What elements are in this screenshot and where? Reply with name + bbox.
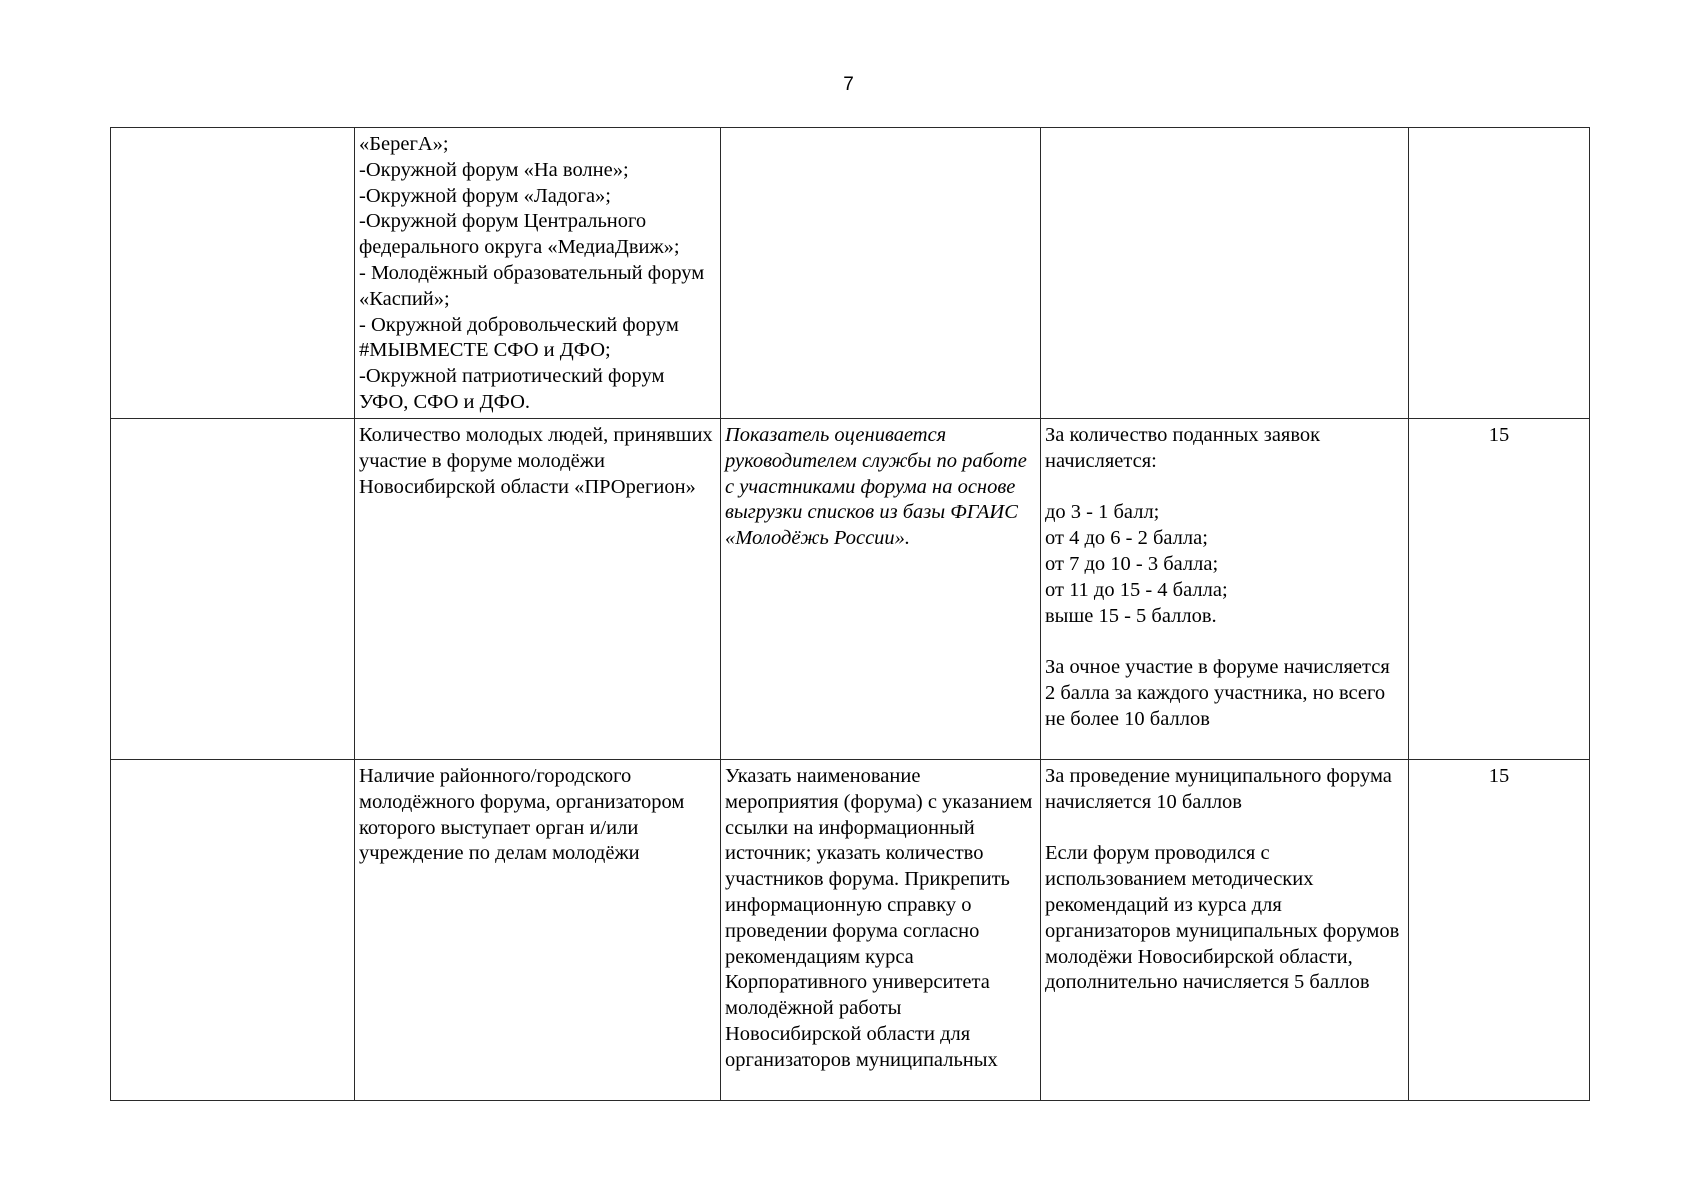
method-cell: Показатель оценивается руководителем службы по работе с участниками форума на основе выгрузки списков из базы ФГАИС «Молодёжь России».: [721, 419, 1041, 760]
table-row: [111, 760, 1590, 1101]
max-score-cell: 15: [1409, 419, 1590, 760]
table-cell: [111, 128, 355, 419]
scoring-cell: За количество поданных заявок начисляется: до 3 - 1 балл; от 4 до 6 - 2 балла; от 7 до 10 - 3 балла; от 11 до 15 - 4 балла; выше 15 - 5 баллов. За очное участие в форуме начисляется 2 балла за каждого участника, но всего не более 10 баллов: [1041, 419, 1409, 760]
table-row: [111, 128, 1590, 419]
criteria-table: [110, 127, 1590, 1101]
scoring-cell: За проведение муниципального форума начисляется 10 баллов Если форум проводился с использованием методических рекомендаций из курса для организаторов муниципальных форумов молодёжи Новосибирской области, дополнительно начисляется 5 баллов: [1041, 760, 1409, 1101]
table-cell: [111, 419, 355, 760]
indicator-cell: Количество молодых людей, принявших участие в форуме молодёжи Новосибирской области «ПРОрегион»: [355, 419, 721, 760]
max-score-cell: [1409, 128, 1590, 419]
table-row: [111, 419, 1590, 760]
indicator-cell: «БерегА»; -Окружной форум «На волне»; -Окружной форум «Ладога»; -Окружной форум Центрального федерального округа «МедиаДвиж»; - Молодёжный образовательный форум «Каспий»; - Окружной добровольческий форум #МЫВМЕСТЕ СФО и ДФО; -Окружной патриотический форум УФО, СФО и ДФО.: [355, 128, 721, 419]
method-cell: [721, 128, 1041, 419]
table-cell: [111, 760, 355, 1101]
max-score-cell: 15: [1409, 760, 1590, 1101]
method-cell: Указать наименование мероприятия (форума) с указанием ссылки на информационный источник; указать количество участников форума. Прикрепить информационную справку о проведении форума согласно рекомендациям курса Корпоративного университета молодёжной работы Новосибирской области для организаторов муниципальных: [721, 760, 1041, 1101]
page-number: 7: [843, 74, 854, 95]
scoring-cell: [1041, 128, 1409, 419]
indicator-cell: Наличие районного/городского молодёжного форума, организатором которого выступает орган и/или учреждение по делам молодёжи: [355, 760, 721, 1101]
